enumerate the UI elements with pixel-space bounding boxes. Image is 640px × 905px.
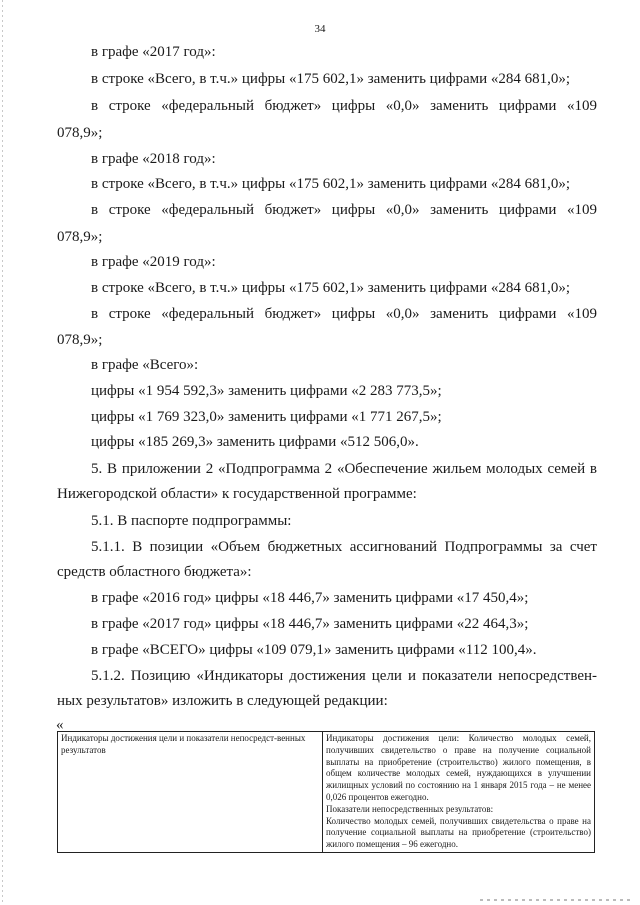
table-cell-content bbox=[323, 732, 595, 853]
text-line: 5.1.2. Позицию «Индикаторы достижения цели и показатели непосредствен- bbox=[91, 668, 597, 684]
scan-artifact bbox=[480, 899, 630, 901]
text-line: цифры «1 769 323,0» заменить цифрами «1 771 267,5»; bbox=[91, 409, 442, 425]
text-line: в строке «федеральный бюджет» цифры «0,0» заменить цифрами «109 bbox=[91, 98, 597, 114]
text-line: в графе «ВСЕГО» цифры «109 079,1» заменить цифрами «112 100,4». bbox=[91, 642, 537, 658]
opening-quote: « bbox=[56, 717, 64, 733]
text-line: в строке «Всего, в т.ч.» цифры «175 602,1» заменить цифрами «284 681,0»; bbox=[91, 280, 571, 296]
text-line: в графе «2017 год» цифры «18 446,7» заменить цифрами «22 464,3»; bbox=[91, 616, 529, 632]
table-row bbox=[58, 732, 595, 853]
text-line: ных результатов» изложить в следующей редакции: bbox=[57, 693, 388, 709]
page-number: 34 bbox=[314, 23, 326, 35]
text-line: в графе «2018 год»: bbox=[91, 151, 216, 167]
indicators-text: Индикаторы достижения цели: Количество молодых семей, получивших свидетельство о праве на получение социальной выплаты на приобретение (строительство) жилого помещения, в общем количестве молодых семей, нуждающихся в улучшении жилищных условий по состоянию на 1 января 2015 года – не менее 0,026 процентов ежегодно. bbox=[326, 733, 591, 802]
text-line: Нижегородской области» к государственной программе: bbox=[57, 486, 417, 502]
text-line: цифры «185 269,3» заменить цифрами «512 506,0». bbox=[91, 434, 419, 450]
text-line: 5.1.1. В позиции «Объем бюджетных ассигнований Подпрограммы за счет bbox=[91, 539, 597, 555]
results-heading: Показатели непосредственных результатов: bbox=[326, 803, 494, 814]
text-line: в строке «Всего, в т.ч.» цифры «175 602,1» заменить цифрами «284 681,0»; bbox=[91, 176, 571, 192]
text-line: 5. В приложении 2 «Подпрограмма 2 «Обеспечение жильем молодых семей в bbox=[91, 461, 597, 477]
text-line: в строке «федеральный бюджет» цифры «0,0» заменить цифрами «109 bbox=[91, 202, 597, 218]
text-line: в строке «федеральный бюджет» цифры «0,0» заменить цифрами «109 bbox=[91, 306, 597, 322]
text-line: 5.1. В паспорте подпрограммы: bbox=[91, 513, 292, 529]
text-line: в строке «Всего, в т.ч.» цифры «175 602,1» заменить цифрами «284 681,0»; bbox=[91, 71, 571, 87]
text-line: в графе «Всего»: bbox=[91, 357, 199, 373]
text-line: цифры «1 954 592,3» заменить цифрами «2 283 773,5»; bbox=[91, 383, 442, 399]
text-line: 078,9»; bbox=[57, 332, 103, 348]
cell-text: Индикаторы достижения цели и показатели непосредст-венных результатов bbox=[61, 733, 306, 755]
text-line: 078,9»; bbox=[57, 229, 103, 245]
scan-edge bbox=[2, 0, 3, 905]
text-line: в графе «2019 год»: bbox=[91, 254, 216, 270]
indicators-table bbox=[57, 731, 595, 853]
table-cell-label bbox=[58, 732, 323, 853]
text-line: 078,9»; bbox=[57, 125, 103, 141]
text-line: средств областного бюджета»: bbox=[57, 564, 252, 580]
results-text: Количество молодых семей, получивших свидетельства о праве на получение социальной выплаты на приобретение (строительство) жилого помещения – 96 ежегодно. bbox=[326, 815, 591, 850]
text-line: в графе «2017 год»: bbox=[91, 44, 216, 60]
text-line: в графе «2016 год» цифры «18 446,7» заменить цифрами «17 450,4»; bbox=[91, 590, 529, 606]
